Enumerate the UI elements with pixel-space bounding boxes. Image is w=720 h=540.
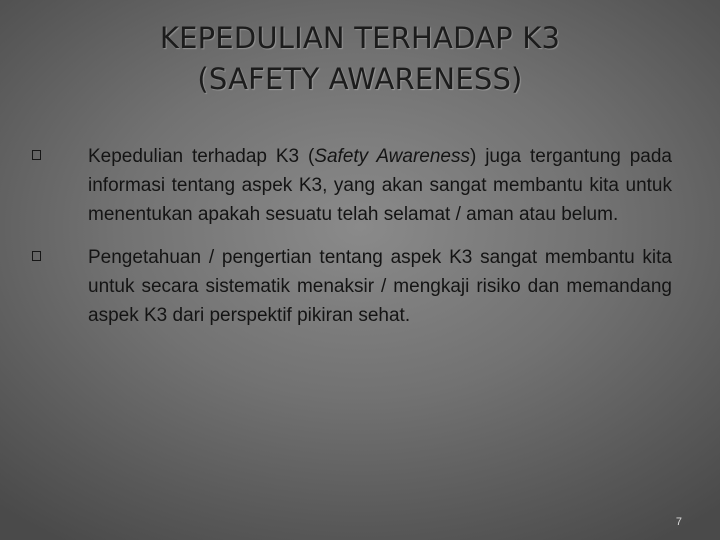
square-bullet-icon	[32, 251, 41, 261]
title-line-2: (SAFETY AWARENESS)	[197, 62, 523, 96]
page-number: 7	[675, 516, 682, 528]
bullet-text-1-part-b: ) juga tergantung pada informasi tentang aspek K3, yang akan sangat membantu kita untuk menentukan apakah sesuatu telah selamat / aman atau belum.	[88, 146, 672, 225]
title-line-1: KEPEDULIAN TERHADAP K3	[159, 21, 561, 55]
bullet-text-1-italic: Safety Awareness	[314, 146, 470, 167]
bullet-text-1-part-a: Kepedulian terhadap K3 (	[88, 146, 315, 167]
bullet-text-2: Pengetahuan / pengertian tentang aspek K3 sangat membantu kita untuk secara sistematik menaksir / mengkaji risiko dan memandang aspek K3 dari perspektif pikiran sehat.	[88, 247, 672, 326]
bullet-item-1	[30, 142, 672, 229]
bullet-text-1	[88, 142, 672, 229]
square-bullet-icon	[32, 150, 41, 160]
bullet-item-2	[30, 243, 672, 330]
bullet-list	[30, 142, 672, 344]
slide-title	[120, 18, 600, 100]
